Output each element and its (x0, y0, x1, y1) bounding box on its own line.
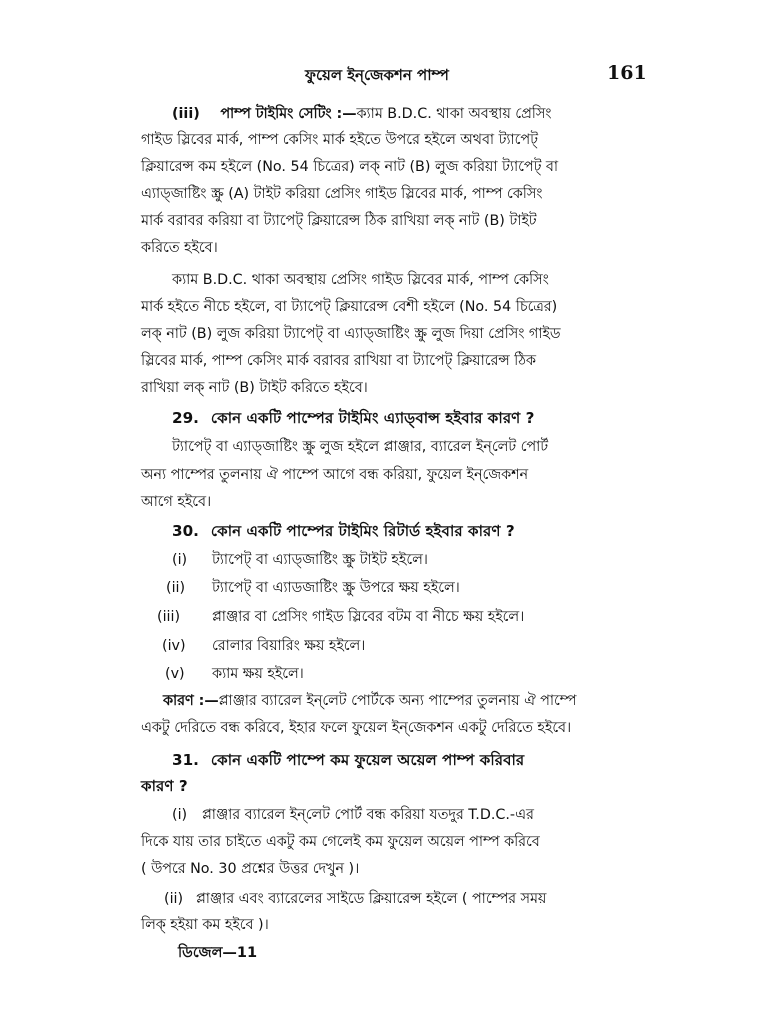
section-iii-line-1 (172, 104, 551, 124)
paragraph-2-line-4: স্লিবের মার্ক, পাম্প কেসিং মার্ক বরাবর রাখিয়া বা ট্যাপেট্‌ ক্লিয়ারেন্স ঠিক (141, 353, 536, 369)
list-item-text: রোলার বিয়ারিং ক্ষয় হইলে। (212, 638, 366, 654)
answer-31-item-2-line-1 (164, 889, 546, 909)
reason-line-2: একটু দেরিতে বন্ধ করিবে, ইহার ফলে ফুয়েল ইন্‌জেকশন একটু দেরিতে হইবে। (141, 720, 572, 736)
answer-31-item-1-line-1 (172, 805, 534, 825)
question-31-line-2: কারণ ? (141, 777, 188, 795)
running-head (0, 62, 768, 92)
section-iii-line-4: এ্যাড্‌জাষ্টিং স্ক্রু (A) টাইট করিয়া প্রেসিং গাইড স্লিবের মার্ক, পাম্প কেসিং (141, 186, 543, 202)
section-iii-line-5: মার্ক বরাবর করিয়া বা ট্যাপেট্‌ ক্লিয়ারেন্স ঠিক রাখিয়া লক্‌ নাট (B) টাইট (141, 213, 537, 229)
list-item (162, 636, 365, 656)
list-item-number: (ii) (166, 580, 186, 596)
list-item-number: (i) (172, 552, 188, 568)
list-item-number: (i) (172, 807, 188, 823)
list-item-number: (v) (165, 666, 185, 682)
list-item (157, 607, 524, 627)
list-item-number: (ii) (164, 891, 184, 907)
section-iii-line-6: করিতে হইবে। (141, 240, 218, 256)
list-item-number: (iv) (162, 638, 186, 654)
answer-31-item-1-line-2: দিকে যায় তার চাইতে একটু কম গেলেই কম ফুয়েল অয়েল পাম্প করিবে (141, 834, 540, 850)
answer-29-line-1: ট্যাপেট্‌ বা এ্যাড্‌জাষ্টিং স্ক্রু লুজ হইলে প্লাঞ্জার, ব্যারেল ইন্‌লেট পোর্ট (172, 439, 549, 455)
list-item-number: (iii) (157, 609, 181, 625)
paragraph-2-line-1: ক্যাম B.D.C. থাকা অবস্থায় প্রেসিং গাইড স্লিবের মার্ক, পাম্প কেসিং (172, 272, 549, 288)
paragraph-2-line-2: মার্ক হইতে নীচে হইলে, বা ট্যাপেট্‌ ক্লিয়ারেন্স বেশী হইলে (No. 54 চিত্রের) (141, 299, 558, 315)
paragraph-2-line-3: লক্‌ নাট (B) লুজ করিয়া ট্যাপেট্‌ বা এ্যাড্‌জাষ্টিং স্ক্রু লুজ দিয়া প্রেসিং গাইড (141, 326, 561, 342)
question-31-number: 31. (172, 751, 199, 769)
reason-line-1 (163, 691, 576, 711)
reason-label: কারণ :— (163, 693, 219, 709)
list-item-text: ট্যাপেট্‌ বা এ্যাড্‌জাষ্টিং স্ক্রু টাইট হইলে। (212, 552, 428, 568)
answer-29-line-2: অন্য পাম্পের তুলনায় ঐ পাম্পে আগে বন্ধ করিয়া, ফুয়েল ইন্‌জেকশন (141, 467, 529, 483)
question-30-number: 30. (172, 522, 199, 540)
question-31 (172, 750, 524, 770)
question-29 (172, 408, 534, 428)
section-iii-title: পাম্প টাইমিং সেটিং :— (220, 106, 357, 122)
list-item (172, 550, 428, 570)
footer-signature: ডিজেল—11 (178, 945, 258, 961)
answer-31-item-1-line-3: ( উপরে No. 30 প্রশ্নের উত্তর দেখুন )। (141, 861, 360, 877)
list-item-text: ট্যাপেট্‌ বা এ্যাডজাষ্টিং স্ক্রু উপরে ক্ষয় হইলে। (212, 580, 460, 596)
chapter-title: ফুয়েল ইন্‌জেকশন পাম্প (305, 66, 449, 84)
section-iii-line-2: গাইড স্লিবের মার্ক, পাম্প কেসিং মার্ক হইতে উপরে হইলে অথবা ট্যাপেট্‌ (141, 132, 538, 148)
question-29-text: কোন একটি পাম্পের টাইমিং এ্যাড্‌বান্স হইবার কারণ ? (210, 409, 535, 427)
paragraph-2-line-5: রাখিয়া লক্‌ নাট (B) টাইট করিতে হইবে। (141, 380, 368, 396)
section-iii-label: (iii) (172, 106, 200, 122)
page-number: 161 (607, 62, 647, 84)
question-29-number: 29. (172, 409, 199, 427)
answer-29-line-3: আগে হইবে। (141, 494, 212, 510)
question-30 (172, 521, 515, 541)
section-iii-text: ক্যাম B.D.C. থাকা অবস্থায় প্রেসিং (356, 106, 552, 122)
answer-31-item-2-line-2: লিক্‌ হইয়া কম হইবে )। (141, 917, 269, 933)
question-31-text: কোন একটি পাম্পে কম ফুয়েল অয়েল পাম্প করিবার (210, 751, 525, 769)
list-item-text: প্লাঞ্জার এবং ব্যারেলের সাইডে ক্লিয়ারেন্স হইলে ( পাম্পের সময় (196, 891, 547, 907)
section-iii-line-3: ক্লিয়ারেন্স কম হইলে (No. 54 চিত্রের) লক্‌ নাট (B) লুজ করিয়া ট্যাপেট্‌ বা (141, 159, 559, 175)
question-30-text: কোন একটি পাম্পের টাইমিং রিটার্ড হইবার কারণ ? (210, 522, 515, 540)
list-item-text: প্লাঞ্জার বা প্রেসিং গাইড স্লিবের বটম বা নীচে ক্ষয় হইলে। (212, 609, 525, 625)
list-item-text: প্লাঞ্জার ব্যারেল ইন্‌লেট পোর্ট বন্ধ করিয়া যতদুর T.D.C.-এর (202, 807, 534, 823)
reason-text: প্লাঞ্জার ব্যারেল ইন্‌লেট পোর্টকে অন্য পাম্পের তুলনায় ঐ পাম্পে (218, 693, 577, 709)
list-item (166, 578, 460, 598)
list-item (165, 664, 304, 684)
list-item-text: ক্যাম ক্ষয় হইলে। (212, 666, 304, 682)
